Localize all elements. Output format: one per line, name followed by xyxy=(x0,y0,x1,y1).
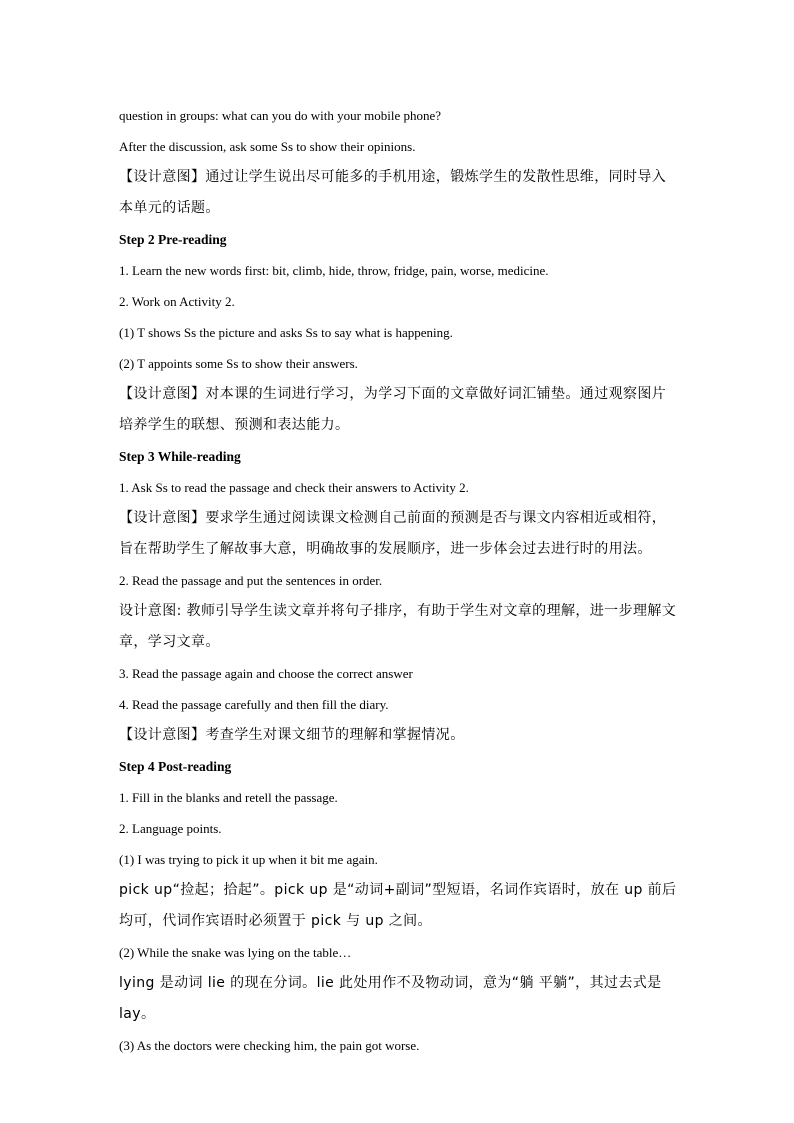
step-heading: Step 2 Pre-reading xyxy=(119,232,227,247)
text-line: 1. Learn the new words first: bit, climb, hide, throw, fridge, pain, worse, medicine. xyxy=(119,263,549,278)
text-line: (1) I was trying to pick it up when it bit me again. xyxy=(119,852,378,867)
text-line: 2. Work on Activity 2. xyxy=(119,294,235,309)
design-intent-paragraph: 【设计意图】要求学生通过阅读课文检测自己前面的预测是否与课文内容相近或相符，旨在帮助学生了解故事大意，明确故事的发展顺序，进一步体会过去进行时的用法。 xyxy=(119,510,667,557)
text-line: 3. Read the passage again and choose the correct answer xyxy=(119,666,413,681)
text-line: (2) T appoints some Ss to show their answers. xyxy=(119,356,358,371)
text-line: 2. Language points. xyxy=(119,821,222,836)
design-intent-paragraph: 【设计意图】考查学生对课文细节的理解和掌握情况。 xyxy=(119,727,465,743)
text-line: (1) T shows Ss the picture and asks Ss to say what is happening. xyxy=(119,325,453,340)
language-point-explanation: pick up“捡起；拾起”。pick up 是“动词+副词”型短语，名词作宾语时，放在 up 前后均可，代词作宾语时必须置于 pick 与 up 之间。 xyxy=(119,882,677,929)
text-line: After the discussion, ask some Ss to show their opinions. xyxy=(119,139,416,154)
step-heading: Step 4 Post-reading xyxy=(119,759,232,774)
language-point-explanation: lying 是动词 lie 的现在分词。lie 此处用作不及物动词，意为“躺 平躺”，其过去式是 lay。 xyxy=(119,975,662,1022)
design-intent-paragraph: 【设计意图】对本课的生词进行学习，为学习下面的文章做好词汇铺垫。通过观察图片培养学生的联想、预测和表达能力。 xyxy=(119,386,667,433)
text-line: 1. Fill in the blanks and retell the passage. xyxy=(119,790,338,805)
design-intent-paragraph: 设计意图: 教师引导学生读文章并将句子排序，有助于学生对文章的理解，进一步理解文章，学习文章。 xyxy=(119,603,677,650)
step-heading: Step 3 While-reading xyxy=(119,449,241,464)
text-line: 4. Read the passage carefully and then fill the diary. xyxy=(119,697,389,712)
text-line: 1. Ask Ss to read the passage and check their answers to Activity 2. xyxy=(119,480,469,495)
text-line: (2) While the snake was lying on the table… xyxy=(119,945,352,960)
design-intent-paragraph: 【设计意图】通过让学生说出尽可能多的手机用途，锻炼学生的发散性思维，同时导入本单元的话题。 xyxy=(119,169,667,216)
text-line: (3) As the doctors were checking him, the pain got worse. xyxy=(119,1038,420,1053)
document-page xyxy=(119,100,677,1061)
text-line: question in groups: what can you do with your mobile phone? xyxy=(119,108,442,123)
text-line: 2. Read the passage and put the sentences in order. xyxy=(119,573,383,588)
